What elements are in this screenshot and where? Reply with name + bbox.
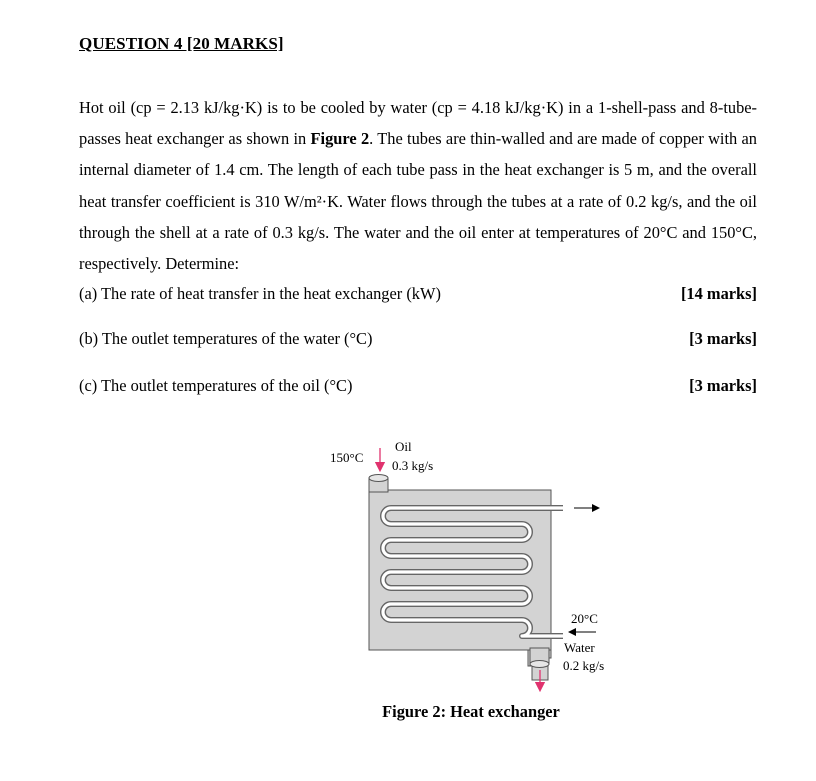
statement-text-2: . The tubes are thin-walled and are made of copper with an internal diameter of 1.4 cm. The length of each tube pass in the heat exchanger is 5 m, and the overall heat transfer coefficient is 310 W/m²·K. Water flows through the tubes at a rate of 0.2 kg/s, and the oil through the shell at a rate of 0.3 kg/s. The water and the oil enter at temperatures of 20°C and 150°C, respectively. Determine:	[79, 129, 757, 274]
part-a-text: (a) The rate of heat transfer in the heat exchanger (kW)	[79, 284, 441, 303]
oil-inlet-temp-label: 150°C	[330, 450, 364, 465]
part-b-marks: [3 marks]	[689, 329, 757, 348]
figure-reference: Figure 2	[310, 129, 370, 149]
part-b-text: (b) The outlet temperatures of the water (°C)	[79, 329, 373, 348]
oil-rate-label: 0.3 kg/s	[392, 458, 434, 473]
oil-inlet-opening	[369, 475, 388, 482]
part-c-marks: [3 marks]	[689, 376, 757, 395]
part-a-marks: [14 marks]	[680, 284, 757, 303]
question-heading: QUESTION 4 [20 MARKS]	[79, 34, 284, 53]
oil-outlet-opening	[530, 661, 549, 668]
water-inlet-temp-label: 20°C	[571, 611, 598, 626]
statement-text-1: Hot oil (cp = 2.13 kJ/kg·K) is to be cooled by water (cp = 4.18 kJ/kg·K) in a 1-shell-pass and 8-tube-passes heat exchanger as shown in	[79, 98, 757, 149]
figure-caption: Figure 2: Heat exchanger	[382, 702, 560, 721]
oil-label: Oil	[395, 439, 412, 454]
water-label: Water	[564, 640, 595, 655]
part-c-text: (c) The outlet temperatures of the oil (°C)	[79, 376, 353, 395]
water-rate-label: 0.2 kg/s	[563, 658, 605, 673]
